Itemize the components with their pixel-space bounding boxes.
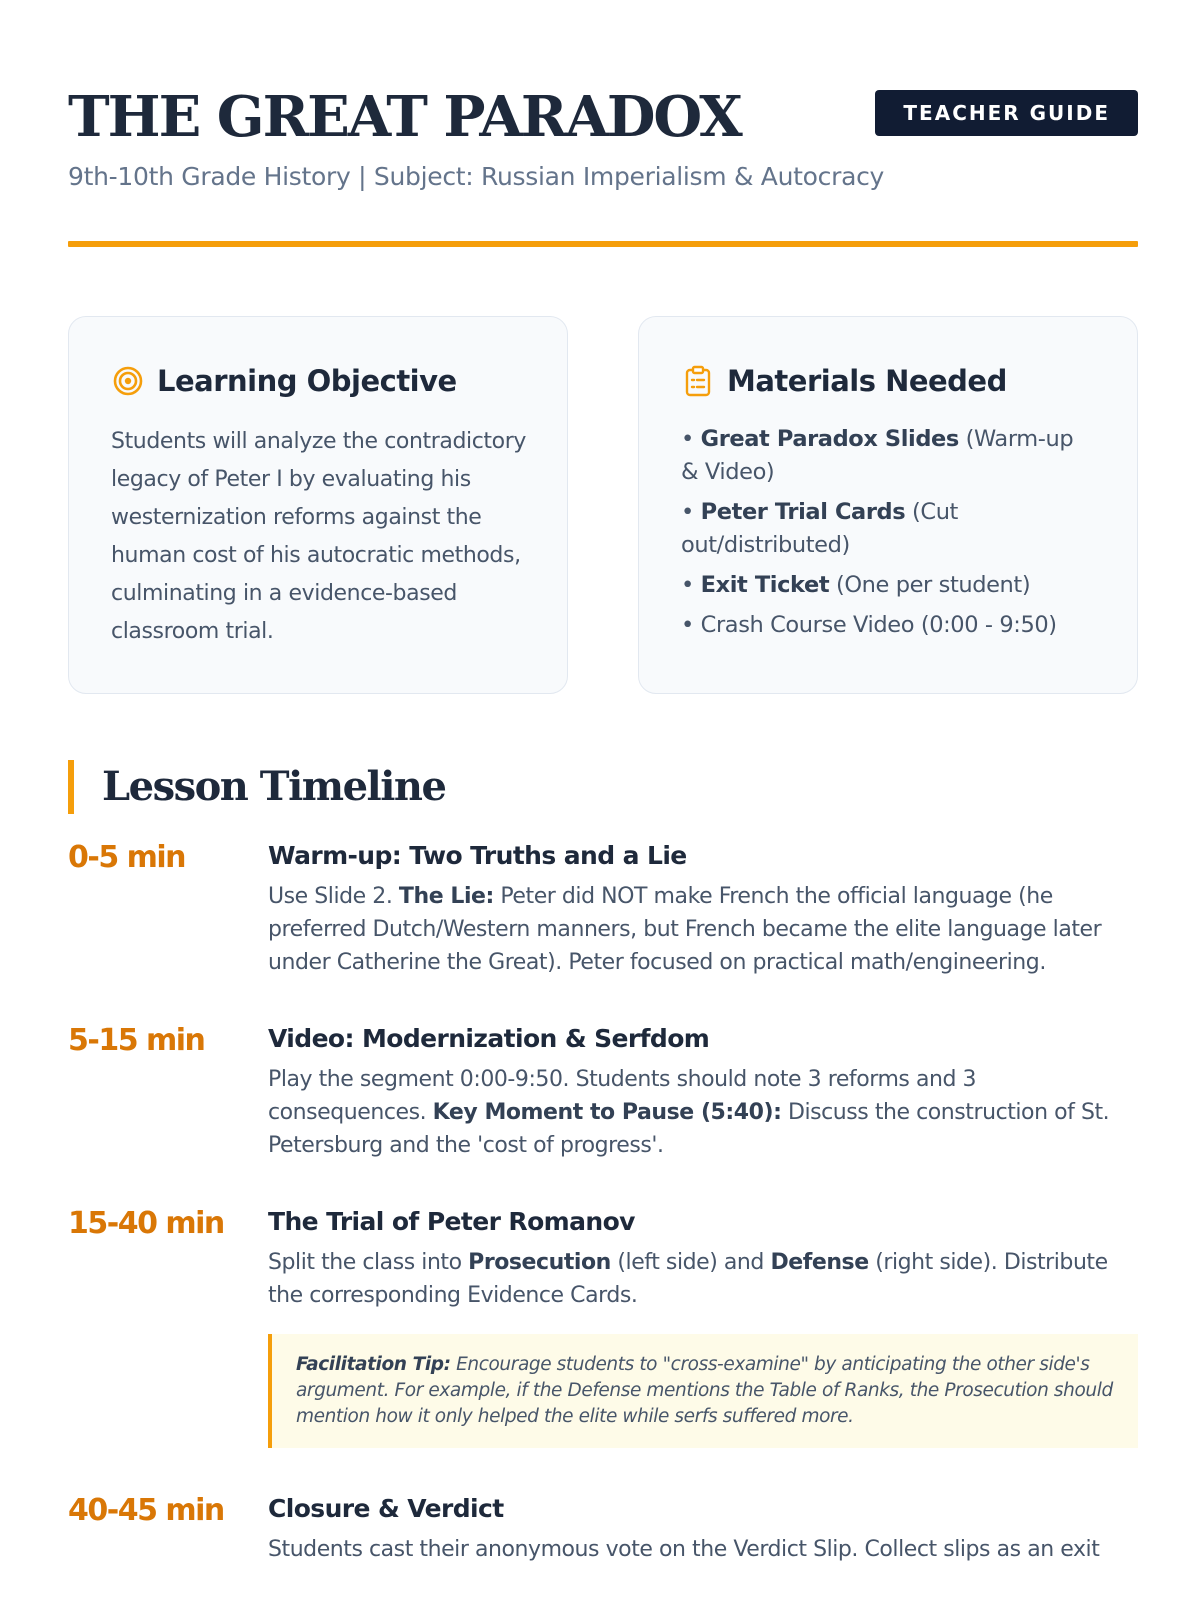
page-subtitle: 9th-10th Grade History | Subject: Russian Imperialism & Autocracy [68, 162, 885, 191]
info-cards [68, 316, 1138, 694]
timeline-time: 40-45 min [68, 1493, 224, 1528]
materials-header [681, 361, 1097, 401]
material-name: Peter Trial Cards [700, 499, 906, 525]
text-run: Play the segment 0:00-9:50. Students should note 3 reforms and 3 consequences. [268, 1067, 977, 1125]
bullet: • [681, 426, 694, 452]
materials-title: Materials Needed [727, 364, 1007, 398]
teacher-guide-page [68, 0, 1138, 1562]
learning-objective-card [68, 316, 568, 694]
timeline-title: Video: Modernization & Serfdom [268, 1024, 710, 1053]
timeline-content [268, 838, 1138, 979]
text-emphasis: The Lie: [398, 884, 494, 909]
page-header [68, 0, 1138, 250]
bullet: • [681, 572, 694, 598]
text-run: (left side) and [610, 1250, 771, 1275]
text-run: Peter did NOT make French the official language (he preferred Dutch/Western manners, but French became the elite language later under Catherine the Great). Peter focused on practical math/engineering. [268, 884, 1102, 975]
timeline-title: Closure & Verdict [268, 1494, 504, 1523]
text-emphasis: Prosecution [468, 1250, 611, 1275]
material-note: (One per student) [829, 572, 1031, 598]
learning-objective-title: Learning Objective [157, 364, 457, 398]
list-item [681, 569, 1097, 602]
lesson-timeline-section [68, 760, 1138, 1562]
material-note: (Warm-up & Video) [681, 426, 1074, 485]
materials-list [681, 423, 1097, 642]
timeline-title: The Trial of Peter Romanov [268, 1207, 635, 1236]
text-run: Split the class into [268, 1250, 469, 1275]
text-run: (right side). Distribute the corresponding Evidence Cards. [268, 1250, 1108, 1308]
text-run: Discuss the construction of St. Petersburg and the 'cost of progress'. [268, 1100, 1110, 1158]
learning-objective-text: Students will analyze the contradictory legacy of Peter I by evaluating his westernization reforms against the human cost of his autocratic methods, culminating in a evidence-based classroom trial. [111, 429, 526, 644]
clipboard-icon [681, 364, 715, 398]
tip-label: Facilitation Tip: [296, 1354, 451, 1375]
list-item [681, 496, 1097, 562]
header-divider [68, 241, 1138, 247]
list-item [681, 609, 1097, 642]
material-name: Great Paradox Slides [700, 426, 959, 452]
material-note: Crash Course Video (0:00 - 9:50) [700, 612, 1057, 638]
section-header [68, 760, 1138, 814]
text-emphasis: Defense [770, 1250, 869, 1275]
timeline-content [268, 1204, 1138, 1448]
timeline-time: 0-5 min [68, 840, 186, 875]
page-title: THE GREAT PARADOX [68, 84, 741, 150]
timeline-time: 5-15 min [68, 1023, 205, 1058]
timeline-title: Warm-up: Two Truths and a Lie [268, 841, 687, 870]
materials-card [638, 316, 1138, 694]
bullet: • [681, 612, 694, 638]
target-icon [111, 364, 145, 398]
list-item [681, 423, 1097, 489]
material-note: (Cut out/distributed) [681, 499, 958, 558]
teacher-guide-badge: TEACHER GUIDE [875, 90, 1138, 136]
bullet: • [681, 499, 694, 525]
material-name: Exit Ticket [700, 572, 830, 598]
timeline-description [268, 1063, 1138, 1162]
text-run: Use Slide 2. [268, 884, 399, 909]
text-run: Students cast their anonymous vote on the Verdict Slip. Collect slips as an exit [268, 1537, 1100, 1562]
text-emphasis: Key Moment to Pause (5:40): [432, 1100, 782, 1125]
learning-objective-header [111, 361, 527, 401]
tip-text: Encourage students to "cross-examine" by anticipating the other side's argument. For example, if the Defense mentions the Table of Ranks, the Prosecution should mention how it only helped the elite while serfs suffered more. [296, 1354, 1113, 1427]
timeline-description [268, 880, 1138, 979]
timeline-description [268, 1246, 1138, 1312]
timeline-content [268, 1021, 1138, 1162]
timeline-time: 15-40 min [68, 1206, 224, 1241]
section-title: Lesson Timeline [102, 763, 446, 810]
timeline-content [268, 1491, 1138, 1566]
facilitation-tip [268, 1334, 1138, 1448]
timeline-description [268, 1533, 1138, 1566]
